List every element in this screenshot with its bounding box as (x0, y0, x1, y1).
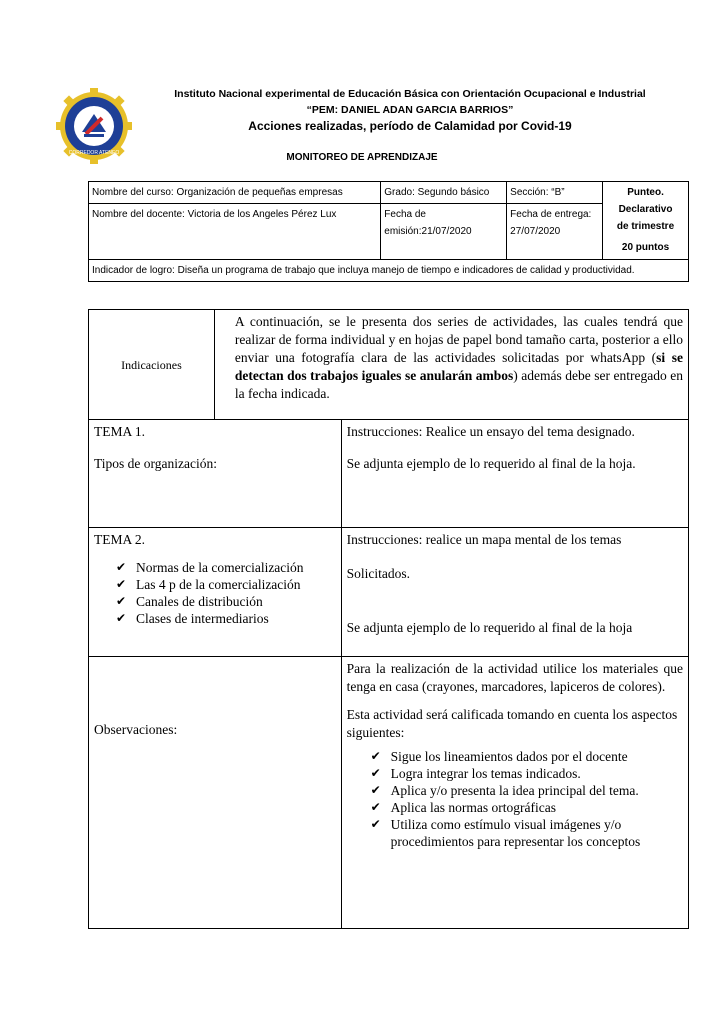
list-item: ✔ Aplica y/o presenta la idea principal del tema. (369, 782, 683, 799)
tema2-instruction: Instrucciones: realice un mapa mental de los temas (346, 532, 622, 547)
warning-text: si se detectan dos trabajos iguales se anularán ambos (234, 350, 683, 383)
tema2-note: Se adjunta ejemplo de lo requerido al final de la hoja (346, 620, 633, 635)
achievement-indicator: Indicador de logro: Diseña un programa de trabajo que incluya manejo de tiempo e indicadores de calidad y productividad. (89, 260, 689, 282)
delivery-date-cell (507, 204, 603, 260)
tema1-note: Se adjunta ejemplo de lo requerido al final de la hoja. (346, 456, 636, 471)
delivery-date: 27/07/2020 (510, 226, 561, 237)
tema1-left (89, 420, 342, 528)
score-line1: Declarativo (618, 204, 673, 215)
tema2-title: TEMA 2. (94, 532, 146, 547)
list-item: ✔ Utiliza como estímulo visual imágenes y/o procedimientos para representar los conceptos (369, 816, 683, 850)
tema1-title: TEMA 1. (94, 424, 146, 439)
course-name: Nombre del curso: Organización de pequeñas empresas (89, 182, 381, 204)
instructions-text: A continuación, se le presenta dos series de actividades, las cuales tendrá que realizar de forma individual y en hojas de papel bond tamaño carta, posterior a ello enviar una fotografía clara de las actividades solicitadas por whatsApp (si se detectan dos trabajos iguales se anularán ambos) además debe ser entregado en la fecha indicada. (214, 310, 688, 420)
instructions-label: Indicaciones (89, 310, 215, 420)
list-item: ✔ Las 4 p de la comercialización (114, 576, 336, 593)
document-title: MONITOREO DE APRENDIZAJE (286, 152, 438, 163)
list-item: ✔ Sigue los lineamientos dados por el docente (369, 748, 683, 765)
list-item: ✔ Logra integrar los temas indicados. (369, 765, 683, 782)
tema1-right (341, 420, 688, 528)
score-title: Punteo. (627, 187, 664, 198)
tema1-instruction: Instrucciones: Realice un ensayo del tema designado. (346, 424, 635, 439)
list-item: ✔ Clases de intermediarios (114, 610, 336, 627)
materials-text: Para la realización de la actividad utilice los materiales que tenga en casa (crayones, marcadores, lapiceros de colores). (346, 661, 683, 694)
section: Sección: “B” (507, 182, 603, 204)
course-info-table (88, 181, 689, 282)
issue-label: Fecha de (384, 209, 426, 220)
grade: Grado: Segundo básico (381, 182, 507, 204)
issue-date: emisión:21/07/2020 (384, 226, 472, 237)
activities-table (88, 309, 689, 929)
tema1-topic: Tipos de organización: (94, 456, 217, 471)
score-points: 20 puntos (621, 242, 670, 253)
tema2-list (114, 559, 336, 627)
institution-name: Instituto Nacional experimental de Educación Básica con Orientación Ocupacional e Industrial (174, 88, 646, 100)
list-item: ✔ Normas de la comercialización (114, 559, 336, 576)
score-cell (603, 182, 689, 260)
delivery-label: Fecha de entrega: (510, 209, 592, 220)
criteria-intro: Esta actividad será calificada tomando en cuenta los aspectos siguientes: (346, 707, 678, 740)
svg-text:CORREDOR ATENEO: CORREDOR ATENEO (68, 150, 120, 156)
observations-content (341, 657, 688, 929)
school-name: “PEM: DANIEL ADAN GARCIA BARRIOS” (306, 104, 514, 116)
teacher-name: Nombre del docente: Victoria de los Angeles Pérez Lux (89, 204, 381, 260)
list-item: ✔ Canales de distribución (114, 593, 336, 610)
tema2-instruction2: Solicitados. (346, 566, 411, 581)
tema2-left (89, 528, 342, 657)
score-line2: de trimestre (616, 221, 675, 232)
tema2-right (341, 528, 688, 657)
list-item: ✔ Aplica las normas ortográficas (369, 799, 683, 816)
criteria-list (369, 748, 683, 850)
issue-date-cell (381, 204, 507, 260)
observations-label: Observaciones: (89, 657, 342, 929)
subtitle: Acciones realizadas, período de Calamidad por Covid-19 (248, 119, 572, 133)
